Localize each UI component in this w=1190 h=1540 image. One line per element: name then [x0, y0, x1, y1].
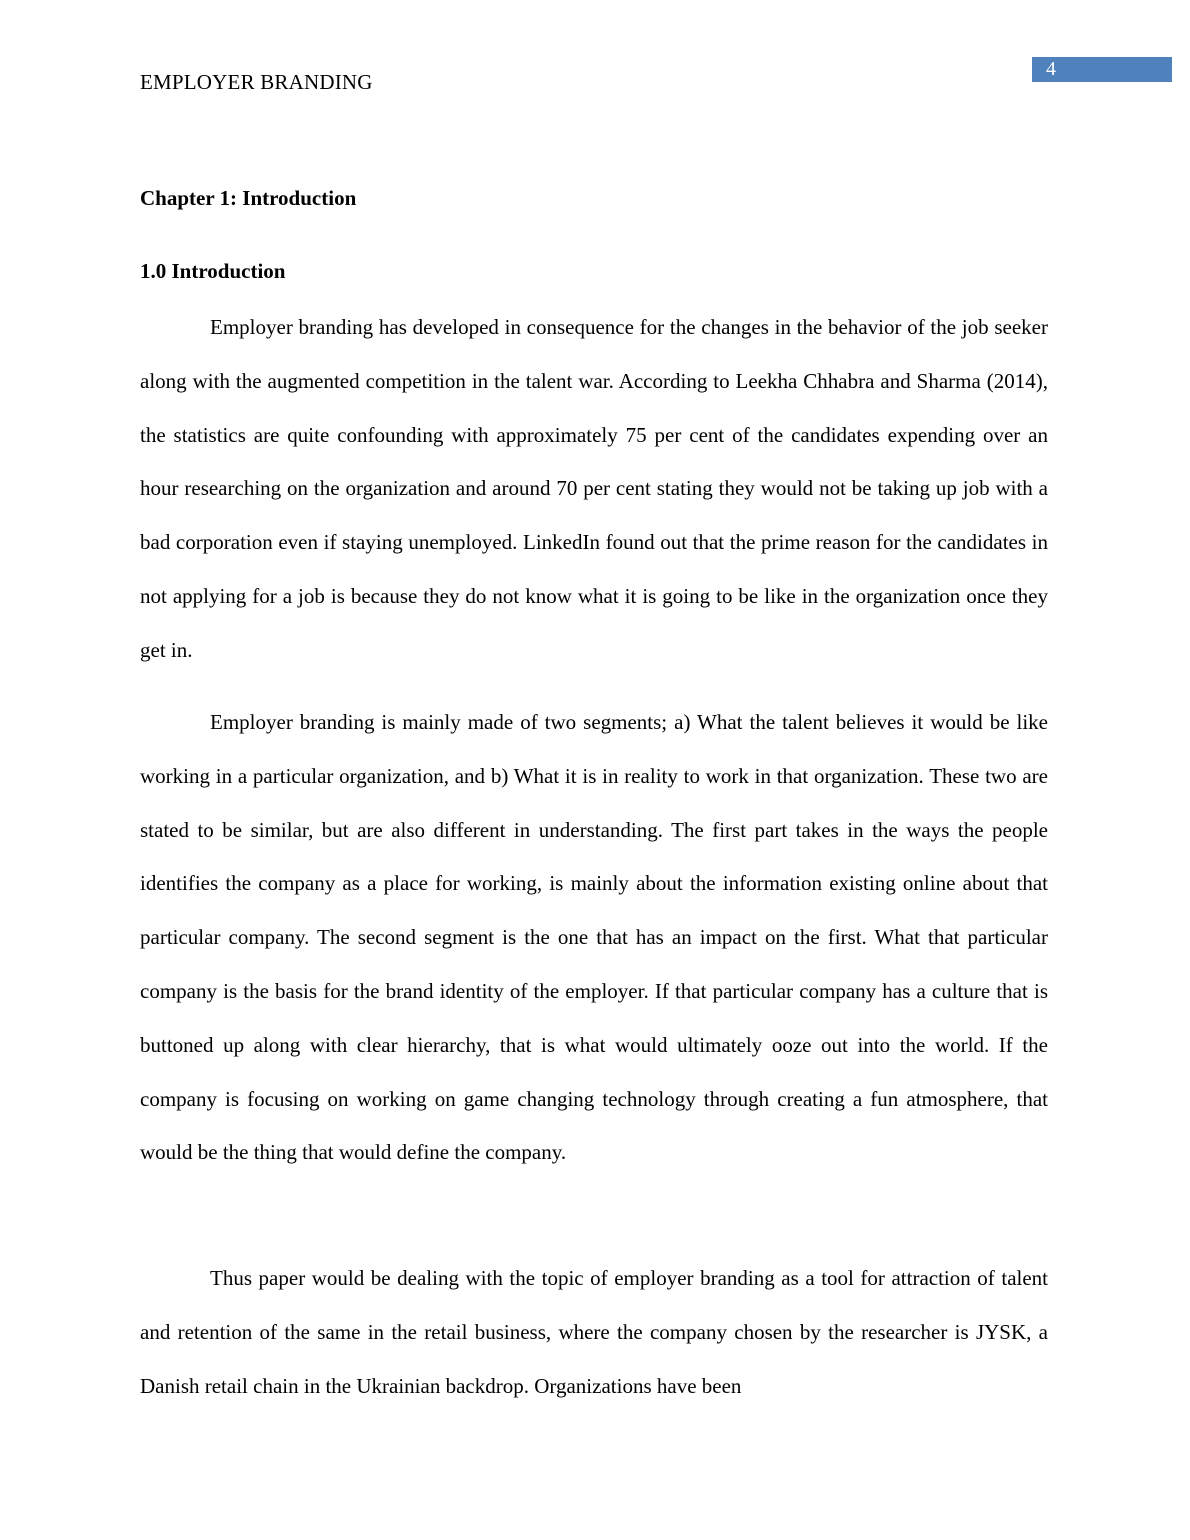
chapter-title: Chapter 1: Introduction	[140, 186, 357, 210]
page-number-box	[1032, 57, 1172, 82]
body-paragraph-3: Thus paper would be dealing with the topic of employer branding as a tool for attraction of talent and retention of the same in the retail business, where the company chosen by the researcher is JYSK, a Danish retail chain in the Ukrainian backdrop. Organizations have been	[140, 1266, 1048, 1398]
running-head: EMPLOYER BRANDING	[140, 70, 373, 94]
body-paragraph-2: Employer branding is mainly made of two segments; a) What the talent believes it would be like working in a particular organization, and b) What it is in reality to work in that organization. These two are stated to be similar, but are also different in understanding. The first part takes in the ways the people identifies the company as a place for working, is mainly about the information existing online about that particular company. The second segment is the one that has an impact on the first. What that particular company is the basis for the brand identity of the employer. If that particular company has a culture that is buttoned up along with clear hierarchy, that is what would ultimately ooze out into the world. If the company is focusing on working on game changing technology through creating a fun atmosphere, that would be the thing that would define the company.	[140, 710, 1048, 1165]
page-number: 4	[1046, 58, 1056, 80]
body-paragraph-1: Employer branding has developed in consequence for the changes in the behavior of the job seeker along with the augmented competition in the talent war. According to Leekha Chhabra and Sharma (2014), the statistics are quite confounding with approximately 75 per cent of the candidates expending over an hour researching on the organization and around 70 per cent stating they would not be taking up job with a bad corporation even if staying unemployed. LinkedIn found out that the prime reason for the candidates in not applying for a job is because they do not know what it is going to be like in the organization once they get in.	[140, 315, 1048, 662]
section-title: 1.0 Introduction	[140, 259, 286, 283]
